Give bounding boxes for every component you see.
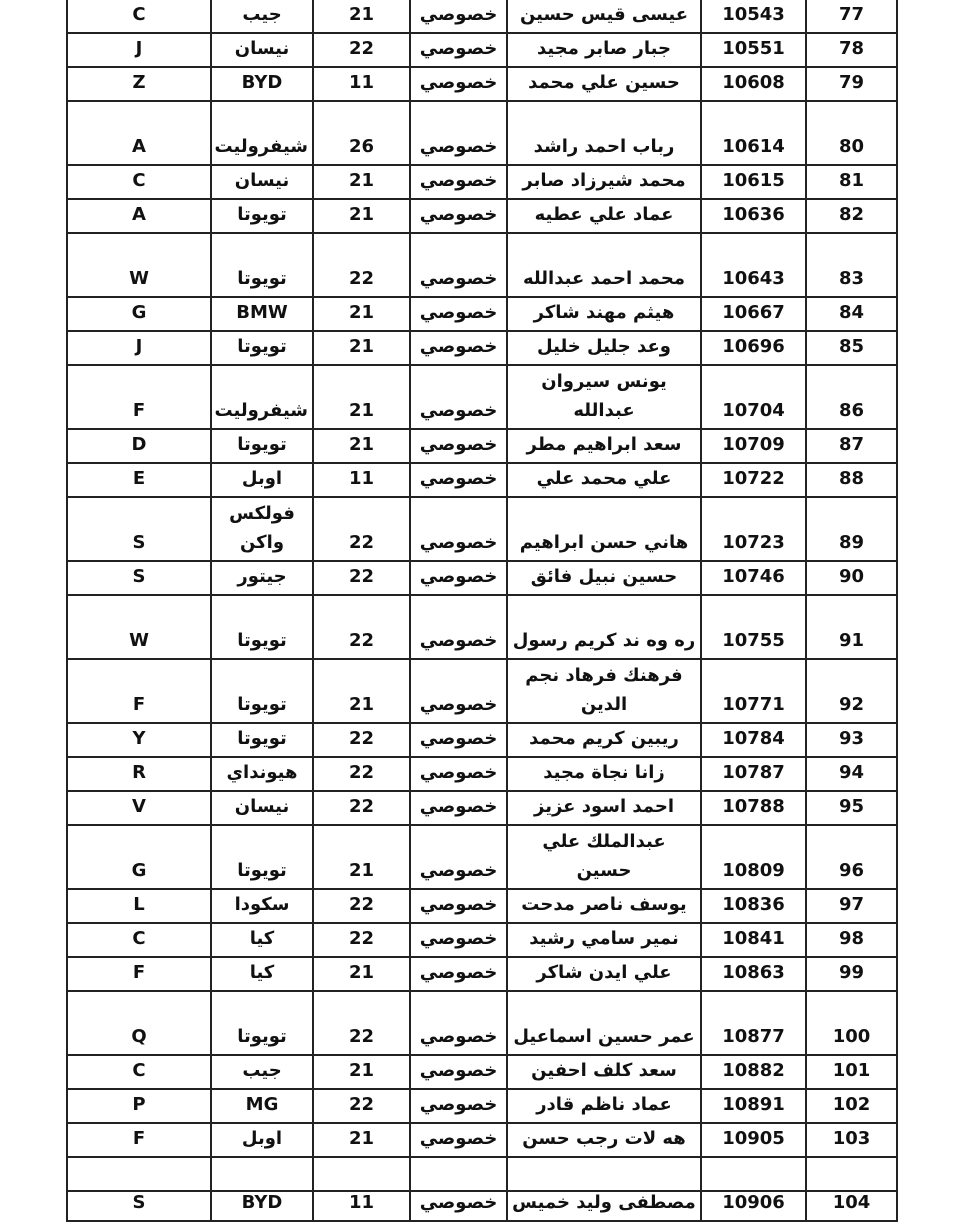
plate-number-cell: 10905: [701, 1123, 806, 1157]
vehicle-make-cell: تويوتا: [211, 233, 313, 297]
owner-name-cell: حسين نبيل فائق: [507, 561, 701, 595]
plate-number-cell: 10615: [701, 165, 806, 199]
table-row: [67, 723, 897, 757]
sequence-cell: 86: [806, 365, 897, 429]
model-year-cell: 11: [313, 67, 410, 101]
plate-letter-cell: R: [67, 757, 211, 791]
registration-table: [66, 0, 898, 1222]
table-row: [67, 659, 897, 723]
sequence-cell: 81: [806, 165, 897, 199]
plate-number-cell: 10636: [701, 199, 806, 233]
plate-type-cell: خصوصي: [410, 365, 507, 429]
table-row: [67, 1157, 897, 1221]
owner-name-cell: رباب احمد راشد: [507, 101, 701, 165]
plate-letter-cell: S: [67, 497, 211, 561]
sequence-cell: 104: [806, 1157, 897, 1221]
plate-number-cell: 10704: [701, 365, 806, 429]
plate-type-cell: خصوصي: [410, 463, 507, 497]
owner-name-cell: محمد احمد عبدالله: [507, 233, 701, 297]
vehicle-make-cell: نيسان: [211, 165, 313, 199]
plate-type-cell: خصوصي: [410, 757, 507, 791]
plate-letter-cell: C: [67, 923, 211, 957]
owner-name-cell: ريبين كريم محمد: [507, 723, 701, 757]
plate-number-cell: 10746: [701, 561, 806, 595]
table-row: [67, 1123, 897, 1157]
model-year-cell: 21: [313, 199, 410, 233]
vehicle-make-cell: جيب: [211, 1055, 313, 1089]
vehicle-make-cell: تويوتا: [211, 331, 313, 365]
model-year-cell: 21: [313, 957, 410, 991]
owner-name-cell: جبار صابر مجيد: [507, 33, 701, 67]
vehicle-make-cell: جيتور: [211, 561, 313, 595]
sequence-cell: 90: [806, 561, 897, 595]
sequence-cell: 82: [806, 199, 897, 233]
owner-name-cell: علي محمد علي: [507, 463, 701, 497]
model-year-cell: 21: [313, 1123, 410, 1157]
vehicle-make-cell: فولكس واكن: [211, 497, 313, 561]
plate-type-cell: خصوصي: [410, 429, 507, 463]
owner-name-cell: عماد ناظم قادر: [507, 1089, 701, 1123]
plate-letter-cell: D: [67, 429, 211, 463]
vehicle-make-cell: اوبل: [211, 463, 313, 497]
plate-letter-cell: C: [67, 0, 211, 33]
sequence-cell: 101: [806, 1055, 897, 1089]
sequence-cell: 95: [806, 791, 897, 825]
plate-type-cell: خصوصي: [410, 0, 507, 33]
model-year-cell: 22: [313, 757, 410, 791]
plate-number-cell: 10882: [701, 1055, 806, 1089]
vehicle-make-cell: كيا: [211, 923, 313, 957]
plate-letter-cell: G: [67, 825, 211, 889]
plate-type-cell: خصوصي: [410, 101, 507, 165]
plate-type-cell: خصوصي: [410, 561, 507, 595]
plate-letter-cell: S: [67, 561, 211, 595]
vehicle-make-cell: تويوتا: [211, 659, 313, 723]
plate-number-cell: 10863: [701, 957, 806, 991]
plate-type-cell: خصوصي: [410, 297, 507, 331]
plate-letter-cell: E: [67, 463, 211, 497]
model-year-cell: 22: [313, 923, 410, 957]
plate-number-cell: 10551: [701, 33, 806, 67]
table-row: [67, 429, 897, 463]
vehicle-make-cell: سكودا: [211, 889, 313, 923]
plate-type-cell: خصوصي: [410, 923, 507, 957]
vehicle-make-cell: BYD: [211, 1157, 313, 1221]
table-row: [67, 463, 897, 497]
model-year-cell: 21: [313, 331, 410, 365]
table-row: [67, 991, 897, 1055]
plate-type-cell: خصوصي: [410, 1089, 507, 1123]
model-year-cell: 21: [313, 429, 410, 463]
model-year-cell: 21: [313, 0, 410, 33]
plate-number-cell: 10809: [701, 825, 806, 889]
plate-letter-cell: F: [67, 1123, 211, 1157]
model-year-cell: 22: [313, 561, 410, 595]
plate-type-cell: خصوصي: [410, 595, 507, 659]
plate-number-cell: 10667: [701, 297, 806, 331]
plate-number-cell: 10755: [701, 595, 806, 659]
sequence-cell: 80: [806, 101, 897, 165]
table-row: [67, 889, 897, 923]
model-year-cell: 26: [313, 101, 410, 165]
owner-name-cell: يوسف ناصر مدحت: [507, 889, 701, 923]
plate-letter-cell: W: [67, 595, 211, 659]
plate-letter-cell: F: [67, 365, 211, 429]
sequence-cell: 85: [806, 331, 897, 365]
table-row: [67, 67, 897, 101]
plate-type-cell: خصوصي: [410, 957, 507, 991]
vehicle-make-cell: هيونداي: [211, 757, 313, 791]
owner-name-cell: هه لات رجب حسن: [507, 1123, 701, 1157]
owner-name-cell: عيسى قيس حسين: [507, 0, 701, 33]
model-year-cell: 11: [313, 463, 410, 497]
plate-letter-cell: Y: [67, 723, 211, 757]
owner-name-cell: مصطفى وليد خميس: [507, 1157, 701, 1221]
sequence-cell: 98: [806, 923, 897, 957]
plate-letter-cell: S: [67, 1157, 211, 1221]
model-year-cell: 21: [313, 365, 410, 429]
plate-type-cell: خصوصي: [410, 1055, 507, 1089]
vehicle-make-cell: نيسان: [211, 33, 313, 67]
table-row: [67, 165, 897, 199]
sequence-cell: 89: [806, 497, 897, 561]
vehicle-make-cell: تويوتا: [211, 723, 313, 757]
model-year-cell: 22: [313, 33, 410, 67]
owner-name-cell: نمير سامي رشيد: [507, 923, 701, 957]
plate-type-cell: خصوصي: [410, 233, 507, 297]
owner-name-cell: ره وه ند كريم رسول: [507, 595, 701, 659]
sequence-cell: 88: [806, 463, 897, 497]
sequence-cell: 93: [806, 723, 897, 757]
owner-name-cell: زانا نجاة مجيد: [507, 757, 701, 791]
sequence-cell: 79: [806, 67, 897, 101]
model-year-cell: 11: [313, 1157, 410, 1221]
sequence-cell: 96: [806, 825, 897, 889]
plate-number-cell: 10643: [701, 233, 806, 297]
sequence-cell: 100: [806, 991, 897, 1055]
table-row: [67, 497, 897, 561]
owner-name-cell: هيثم مهند شاكر: [507, 297, 701, 331]
plate-type-cell: خصوصي: [410, 497, 507, 561]
plate-number-cell: 10906: [701, 1157, 806, 1221]
vehicle-make-cell: تويوتا: [211, 199, 313, 233]
model-year-cell: 21: [313, 165, 410, 199]
plate-type-cell: خصوصي: [410, 331, 507, 365]
table-row: [67, 101, 897, 165]
model-year-cell: 22: [313, 889, 410, 923]
vehicle-make-cell: BMW: [211, 297, 313, 331]
table-bottom-border: [66, 1190, 896, 1192]
plate-type-cell: خصوصي: [410, 199, 507, 233]
sequence-cell: 92: [806, 659, 897, 723]
owner-name-cell: محمد شيرزاد صابر: [507, 165, 701, 199]
table-row: [67, 1055, 897, 1089]
sequence-cell: 99: [806, 957, 897, 991]
plate-type-cell: خصوصي: [410, 991, 507, 1055]
table-row: [67, 757, 897, 791]
sequence-cell: 83: [806, 233, 897, 297]
owner-name-cell: حسين علي محمد: [507, 67, 701, 101]
table-row: [67, 957, 897, 991]
vehicle-make-cell: MG: [211, 1089, 313, 1123]
plate-letter-cell: L: [67, 889, 211, 923]
plate-type-cell: خصوصي: [410, 1123, 507, 1157]
vehicle-make-cell: شيفروليت: [211, 101, 313, 165]
owner-name-cell: علي ايدن شاكر: [507, 957, 701, 991]
sequence-cell: 91: [806, 595, 897, 659]
plate-letter-cell: Q: [67, 991, 211, 1055]
owner-name-cell: عمر حسين اسماعيل: [507, 991, 701, 1055]
plate-number-cell: 10608: [701, 67, 806, 101]
sequence-cell: 87: [806, 429, 897, 463]
plate-number-cell: 10784: [701, 723, 806, 757]
plate-letter-cell: F: [67, 957, 211, 991]
plate-number-cell: 10709: [701, 429, 806, 463]
table-row: [67, 595, 897, 659]
vehicle-make-cell: تويوتا: [211, 429, 313, 463]
model-year-cell: 22: [313, 991, 410, 1055]
table-row: [67, 33, 897, 67]
vehicle-make-cell: تويوتا: [211, 595, 313, 659]
plate-type-cell: خصوصي: [410, 33, 507, 67]
plate-number-cell: 10836: [701, 889, 806, 923]
model-year-cell: 22: [313, 1089, 410, 1123]
table-row: [67, 0, 897, 33]
plate-letter-cell: J: [67, 331, 211, 365]
vehicle-make-cell: جيب: [211, 0, 313, 33]
model-year-cell: 21: [313, 825, 410, 889]
plate-letter-cell: C: [67, 1055, 211, 1089]
plate-type-cell: خصوصي: [410, 659, 507, 723]
plate-number-cell: 10696: [701, 331, 806, 365]
plate-number-cell: 10841: [701, 923, 806, 957]
model-year-cell: 22: [313, 233, 410, 297]
sequence-cell: 103: [806, 1123, 897, 1157]
plate-type-cell: خصوصي: [410, 1157, 507, 1221]
plate-letter-cell: J: [67, 33, 211, 67]
plate-type-cell: خصوصي: [410, 791, 507, 825]
table-row: [67, 825, 897, 889]
sequence-cell: 102: [806, 1089, 897, 1123]
plate-type-cell: خصوصي: [410, 67, 507, 101]
plate-letter-cell: A: [67, 101, 211, 165]
sequence-cell: 84: [806, 297, 897, 331]
vehicle-make-cell: تويوتا: [211, 825, 313, 889]
plate-number-cell: 10877: [701, 991, 806, 1055]
table-row: [67, 791, 897, 825]
model-year-cell: 22: [313, 497, 410, 561]
sequence-cell: 97: [806, 889, 897, 923]
plate-letter-cell: C: [67, 165, 211, 199]
plate-type-cell: خصوصي: [410, 889, 507, 923]
plate-number-cell: 10614: [701, 101, 806, 165]
table-row: [67, 561, 897, 595]
plate-type-cell: خصوصي: [410, 165, 507, 199]
sequence-cell: 77: [806, 0, 897, 33]
model-year-cell: 21: [313, 659, 410, 723]
plate-letter-cell: F: [67, 659, 211, 723]
plate-letter-cell: A: [67, 199, 211, 233]
owner-name-cell: احمد اسود عزيز: [507, 791, 701, 825]
table-row: [67, 233, 897, 297]
owner-name-cell: يونس سيروان عبدالله: [507, 365, 701, 429]
plate-number-cell: 10787: [701, 757, 806, 791]
owner-name-cell: عماد علي عطيه: [507, 199, 701, 233]
owner-name-cell: سعد كلف احفين: [507, 1055, 701, 1089]
plate-letter-cell: Z: [67, 67, 211, 101]
table-row: [67, 923, 897, 957]
vehicle-make-cell: كيا: [211, 957, 313, 991]
owner-name-cell: هاني حسن ابراهيم: [507, 497, 701, 561]
model-year-cell: 22: [313, 791, 410, 825]
owner-name-cell: وعد جليل خليل: [507, 331, 701, 365]
table-row: [67, 1089, 897, 1123]
plate-number-cell: 10771: [701, 659, 806, 723]
plate-number-cell: 10543: [701, 0, 806, 33]
model-year-cell: 22: [313, 723, 410, 757]
table-row: [67, 199, 897, 233]
model-year-cell: 21: [313, 297, 410, 331]
plate-number-cell: 10723: [701, 497, 806, 561]
table-row: [67, 365, 897, 429]
plate-number-cell: 10788: [701, 791, 806, 825]
table-row: [67, 297, 897, 331]
vehicle-make-cell: اوبل: [211, 1123, 313, 1157]
plate-type-cell: خصوصي: [410, 825, 507, 889]
owner-name-cell: سعد ابراهيم مطر: [507, 429, 701, 463]
plate-type-cell: خصوصي: [410, 723, 507, 757]
plate-number-cell: 10722: [701, 463, 806, 497]
vehicle-make-cell: نيسان: [211, 791, 313, 825]
vehicle-make-cell: BYD: [211, 67, 313, 101]
table-row: [67, 331, 897, 365]
owner-name-cell: فرهنك فرهاد نجم الدين: [507, 659, 701, 723]
plate-letter-cell: P: [67, 1089, 211, 1123]
model-year-cell: 22: [313, 595, 410, 659]
vehicle-make-cell: شيفروليت: [211, 365, 313, 429]
sequence-cell: 78: [806, 33, 897, 67]
plate-letter-cell: V: [67, 791, 211, 825]
owner-name-cell: عبدالملك علي حسين: [507, 825, 701, 889]
plate-number-cell: 10891: [701, 1089, 806, 1123]
plate-letter-cell: W: [67, 233, 211, 297]
vehicle-make-cell: تويوتا: [211, 991, 313, 1055]
model-year-cell: 21: [313, 1055, 410, 1089]
plate-letter-cell: G: [67, 297, 211, 331]
sequence-cell: 94: [806, 757, 897, 791]
